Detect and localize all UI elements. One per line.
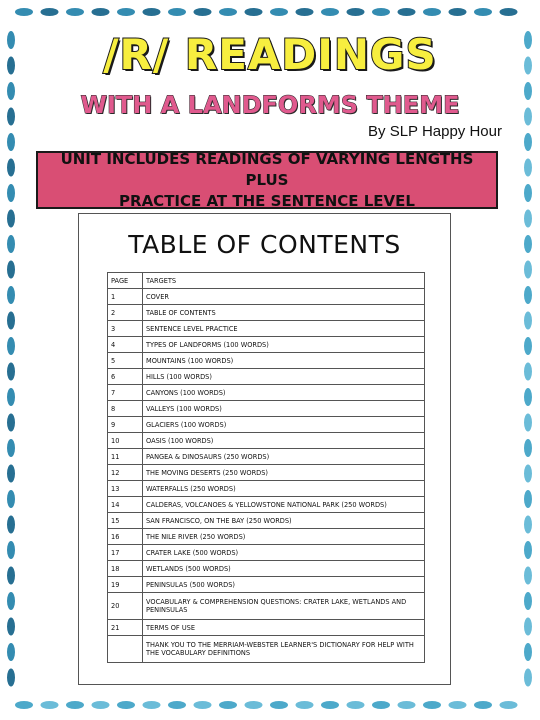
toc-row-page: 17 — [108, 545, 143, 561]
toc-row-target: PANGEA & DINOSAURS (250 WORDS) — [143, 449, 425, 465]
border-dot — [423, 8, 441, 16]
border-dot — [524, 286, 532, 304]
border-dot — [372, 8, 390, 16]
border-dot — [474, 701, 492, 709]
toc-row-target: THE MOVING DESERTS (250 WORDS) — [143, 465, 425, 481]
border-dot — [7, 133, 15, 151]
border-dot — [15, 8, 33, 16]
border-dot — [66, 701, 84, 709]
border-dot — [117, 8, 135, 16]
border-dot — [524, 133, 532, 151]
toc-row-target: GLACIERS (100 WORDS) — [143, 417, 425, 433]
border-dot — [524, 414, 532, 432]
border-dot — [524, 669, 532, 687]
border-dot — [500, 8, 518, 16]
toc-row-page: 13 — [108, 481, 143, 497]
border-dot — [524, 643, 532, 661]
toc-row-target: SAN FRANCISCO, ON THE BAY (250 WORDS) — [143, 513, 425, 529]
toc-row — [108, 417, 425, 433]
banner-line-1: UNIT INCLUDES READINGS OF VARYING LENGTHS PLUS — [60, 149, 474, 189]
toc-header-page: PAGE — [108, 273, 143, 289]
border-dot — [7, 363, 15, 381]
border-dot — [7, 567, 15, 585]
border-dot — [524, 439, 532, 457]
border-dot — [474, 8, 492, 16]
border-dot — [7, 159, 15, 177]
toc-row-target: THE NILE RIVER (250 WORDS) — [143, 529, 425, 545]
toc-row-target: CRATER LAKE (500 WORDS) — [143, 545, 425, 561]
toc-row-page: 1 — [108, 289, 143, 305]
border-dot — [524, 312, 532, 330]
toc-row — [108, 289, 425, 305]
toc-row-page: 8 — [108, 401, 143, 417]
border-dot — [41, 701, 59, 709]
border-dot — [92, 701, 110, 709]
border-dot — [7, 184, 15, 202]
toc-row-page: 9 — [108, 417, 143, 433]
border-dot — [347, 8, 365, 16]
toc-row — [108, 369, 425, 385]
border-dot — [524, 567, 532, 585]
toc-row-page: 14 — [108, 497, 143, 513]
border-dot — [117, 701, 135, 709]
toc-row-target: OASIS (100 WORDS) — [143, 433, 425, 449]
border-dot — [7, 669, 15, 687]
toc-header-row — [108, 273, 425, 289]
toc-row-page: 11 — [108, 449, 143, 465]
border-dot — [449, 701, 467, 709]
border-dot — [41, 8, 59, 16]
page-title: /R/ READINGS — [103, 30, 437, 79]
border-dot — [7, 592, 15, 610]
border-dot — [500, 701, 518, 709]
border-dot — [398, 8, 416, 16]
toc-row-target: PENINSULAS (500 WORDS) — [143, 577, 425, 593]
toc-row — [108, 561, 425, 577]
border-dot — [245, 8, 263, 16]
border-dot — [245, 701, 263, 709]
border-dot — [524, 261, 532, 279]
toc-row-page: 19 — [108, 577, 143, 593]
toc-row-page: 16 — [108, 529, 143, 545]
border-dot — [449, 8, 467, 16]
border-dot — [7, 286, 15, 304]
border-dot — [66, 8, 84, 16]
toc-row — [108, 385, 425, 401]
toc-row — [108, 449, 425, 465]
toc-row — [108, 401, 425, 417]
border-dot — [194, 701, 212, 709]
border-dot — [398, 701, 416, 709]
border-dot — [423, 701, 441, 709]
toc-row — [108, 513, 425, 529]
toc-row — [108, 529, 425, 545]
toc-row — [108, 305, 425, 321]
toc-row — [108, 545, 425, 561]
border-dot — [524, 541, 532, 559]
border-dot — [524, 210, 532, 228]
toc-row-target: CALDERAS, VOLCANOES & YELLOWSTONE NATIONAL PARK (250 WORDS) — [143, 497, 425, 513]
border-dot — [7, 337, 15, 355]
toc-row-page: 4 — [108, 337, 143, 353]
toc-row-page: 18 — [108, 561, 143, 577]
border-dot — [524, 337, 532, 355]
border-dot — [524, 618, 532, 636]
border-dot — [524, 388, 532, 406]
border-dot — [92, 8, 110, 16]
border-dot — [296, 8, 314, 16]
border-dot — [219, 8, 237, 16]
border-dot — [168, 701, 186, 709]
border-dot — [143, 8, 161, 16]
toc-row-target: THANK YOU TO THE MERRIAM-WEBSTER LEARNER'S DICTIONARY FOR HELP WITH THE VOCABULARY DEFINITIONS — [143, 636, 425, 663]
unit-description-banner — [36, 151, 498, 209]
toc-row-page: 20 — [108, 593, 143, 620]
toc-row — [108, 577, 425, 593]
table-of-contents-page-preview — [78, 213, 451, 685]
border-dot — [7, 618, 15, 636]
border-dot — [168, 8, 186, 16]
toc-row — [108, 481, 425, 497]
border-dot — [143, 701, 161, 709]
border-dot — [347, 701, 365, 709]
banner-line-2: PRACTICE AT THE SENTENCE LEVEL — [119, 191, 415, 210]
border-dot — [194, 8, 212, 16]
border-dot — [7, 541, 15, 559]
border-dot — [7, 490, 15, 508]
toc-title: TABLE OF CONTENTS — [128, 230, 401, 259]
toc-row — [108, 593, 425, 620]
border-dot — [7, 643, 15, 661]
toc-row-page: 10 — [108, 433, 143, 449]
toc-row-page: 6 — [108, 369, 143, 385]
toc-row-target: COVER — [143, 289, 425, 305]
toc-row-page: 21 — [108, 620, 143, 636]
border-dot — [372, 701, 390, 709]
border-dot — [7, 210, 15, 228]
border-dot — [524, 235, 532, 253]
toc-row — [108, 337, 425, 353]
toc-row-target: HILLS (100 WORDS) — [143, 369, 425, 385]
toc-row — [108, 353, 425, 369]
toc-row-page: 7 — [108, 385, 143, 401]
page-subtitle: WITH A LANDFORMS THEME — [80, 91, 460, 119]
border-dot — [524, 465, 532, 483]
toc-row — [108, 636, 425, 663]
toc-row — [108, 620, 425, 636]
toc-row-target: VALLEYS (100 WORDS) — [143, 401, 425, 417]
border-dot — [270, 8, 288, 16]
border-dot — [7, 261, 15, 279]
border-dot — [7, 388, 15, 406]
border-dot — [7, 516, 15, 534]
border-dot — [524, 490, 532, 508]
toc-row-target: SENTENCE LEVEL PRACTICE — [143, 321, 425, 337]
toc-table — [107, 272, 425, 663]
toc-row-target: TERMS OF USE — [143, 620, 425, 636]
border-dot — [219, 701, 237, 709]
border-dot — [524, 363, 532, 381]
toc-row — [108, 321, 425, 337]
toc-row-target: VOCABULARY & COMPREHENSION QUESTIONS: CRATER LAKE, WETLANDS AND PENINSULAS — [143, 593, 425, 620]
toc-row-page: 2 — [108, 305, 143, 321]
toc-row — [108, 465, 425, 481]
toc-row-page: 3 — [108, 321, 143, 337]
border-dot — [321, 8, 339, 16]
toc-row-page — [108, 636, 143, 663]
toc-header-targets: TARGETS — [143, 273, 425, 289]
author-byline: By SLP Happy Hour — [368, 123, 502, 140]
toc-row-target: TYPES OF LANDFORMS (100 WORDS) — [143, 337, 425, 353]
border-dot — [15, 701, 33, 709]
toc-row — [108, 497, 425, 513]
toc-row-page: 5 — [108, 353, 143, 369]
toc-row-target: MOUNTAINS (100 WORDS) — [143, 353, 425, 369]
toc-row-target: TABLE OF CONTENTS — [143, 305, 425, 321]
border-dot — [524, 184, 532, 202]
border-dot — [524, 159, 532, 177]
toc-row-page: 12 — [108, 465, 143, 481]
border-dot — [7, 235, 15, 253]
border-dot — [321, 701, 339, 709]
toc-row-page: 15 — [108, 513, 143, 529]
toc-row-target: CANYONS (100 WORDS) — [143, 385, 425, 401]
toc-row-target: WETLANDS (500 WORDS) — [143, 561, 425, 577]
border-dot — [524, 592, 532, 610]
border-dot — [7, 414, 15, 432]
border-dot — [296, 701, 314, 709]
toc-row — [108, 433, 425, 449]
border-dot — [7, 439, 15, 457]
border-dot — [270, 701, 288, 709]
border-dot — [524, 516, 532, 534]
toc-row-target: WATERFALLS (250 WORDS) — [143, 481, 425, 497]
border-dot — [7, 312, 15, 330]
border-dot — [7, 465, 15, 483]
